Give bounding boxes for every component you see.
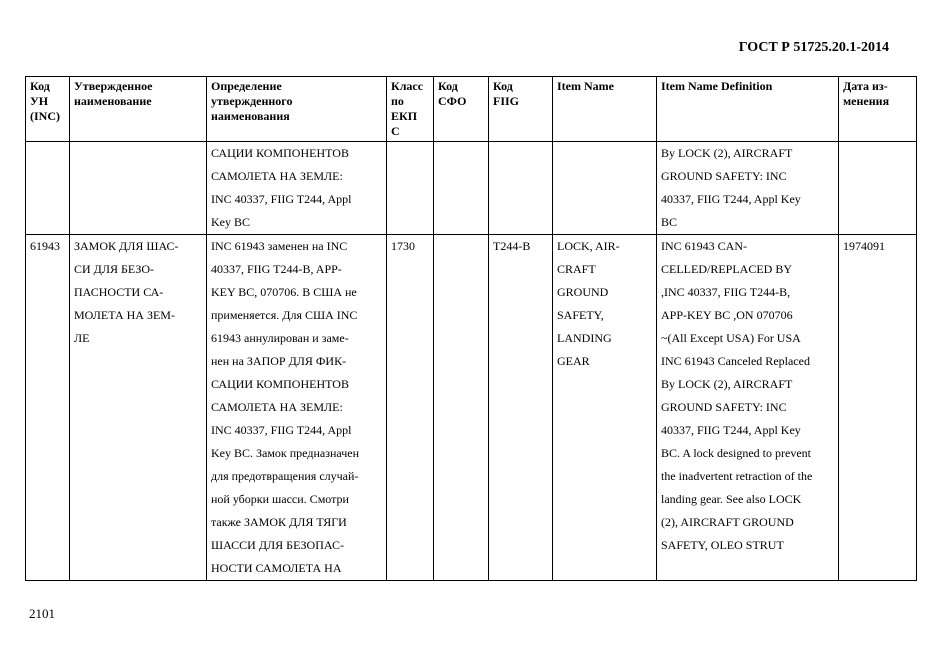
cell-line: 40337, FIIG T244, Appl Key <box>661 192 801 206</box>
cell-line: нен на ЗАПОР ДЛЯ ФИК- <box>211 354 347 368</box>
col-header <box>26 77 70 142</box>
table-row <box>26 235 917 581</box>
cell-line: ,INC 40337, FIIG T244-B, <box>661 285 791 299</box>
cell-line: Item Name <box>557 79 614 93</box>
cell-date <box>839 235 917 581</box>
cell-line: 1730 <box>391 239 415 253</box>
cell-line: наименования <box>211 109 290 123</box>
cell-line: ~(All Except USA) For USA <box>661 331 801 345</box>
cell-definition <box>207 235 387 581</box>
cell-line: ПАСНОСТИ СА- <box>74 285 164 299</box>
document-id: ГОСТ Р 51725.20.1-2014 <box>738 40 889 55</box>
cell-fiig <box>489 235 553 581</box>
cell-line: Код <box>438 79 458 93</box>
cell-line: KEY BC, 070706. В США не <box>211 285 357 299</box>
table-header-row <box>26 77 917 142</box>
cell-item-name <box>553 235 657 581</box>
cell-line: LOCK, AIR- <box>557 239 620 253</box>
cell-line: 1974091 <box>843 239 885 253</box>
cell-class <box>387 142 434 235</box>
cell-line: Item Name Definition <box>661 79 773 93</box>
cell-line: САЦИИ КОМПОНЕНТОВ <box>211 377 349 391</box>
table-row <box>26 142 917 235</box>
cell-line: С <box>391 124 400 138</box>
cell-line: SAFETY, <box>557 308 604 322</box>
cell-line: САМОЛЕТА НА ЗЕМЛЕ: <box>211 400 343 414</box>
cell-name <box>70 235 207 581</box>
cell-line: 61943 <box>30 239 60 253</box>
cell-line: также ЗАМОК ДЛЯ ТЯГИ <box>211 515 347 529</box>
cell-line: Код <box>30 79 50 93</box>
cell-line: менения <box>843 94 890 108</box>
cell-fiig <box>489 142 553 235</box>
cell-line: Key BC <box>211 215 250 229</box>
cell-line: Код <box>493 79 513 93</box>
cell-line: ЕКП <box>391 109 418 123</box>
col-header <box>657 77 839 142</box>
cell-line: для предотвращения случай- <box>211 469 359 483</box>
cell-line: НОСТИ САМОЛЕТА НА <box>211 561 342 575</box>
cell-sfo <box>434 142 489 235</box>
cell-line: по <box>391 94 404 108</box>
cell-name <box>70 142 207 235</box>
cell-inc <box>26 235 70 581</box>
cell-line: GEAR <box>557 354 590 368</box>
cell-line: BC. A lock designed to prevent <box>661 446 811 460</box>
cell-line: САЦИИ КОМПОНЕНТОВ <box>211 146 349 160</box>
col-header <box>434 77 489 142</box>
cell-line: Определение <box>211 79 282 93</box>
cell-line: СИ ДЛЯ БЕЗО- <box>74 262 155 276</box>
col-header <box>387 77 434 142</box>
col-header <box>70 77 207 142</box>
cell-line: T244-B <box>493 239 531 253</box>
cell-line: GROUND SAFETY: INC <box>661 169 787 183</box>
cell-line: LANDING <box>557 331 612 345</box>
page-number: 2101 <box>29 606 55 621</box>
cell-line: GROUND SAFETY: INC <box>661 400 787 414</box>
cell-line: INC 61943 Canceled Replaced <box>661 354 810 368</box>
cell-line: INC 40337, FIIG T244, Appl <box>211 192 352 206</box>
cell-line: ШАССИ ДЛЯ БЕЗОПАС- <box>211 538 344 552</box>
cell-line: Key BC. Замок предназначен <box>211 446 359 460</box>
cell-class <box>387 235 434 581</box>
cell-line: САМОЛЕТА НА ЗЕМЛЕ: <box>211 169 343 183</box>
cell-line: наименование <box>74 94 152 108</box>
cell-line: GROUND <box>557 285 609 299</box>
cell-item-definition <box>657 235 839 581</box>
cell-line: By LOCK (2), AIRCRAFT <box>661 377 793 391</box>
cell-line: (INC) <box>30 109 60 123</box>
cell-line: (2), AIRCRAFT GROUND <box>661 515 794 529</box>
cell-line: 40337, FIIG T244, Appl Key <box>661 423 801 437</box>
cell-item-definition <box>657 142 839 235</box>
cell-line: применяется. Для США INC <box>211 308 358 322</box>
cell-line: ной уборки шасси. Смотри <box>211 492 349 506</box>
cell-item-name <box>553 142 657 235</box>
cell-line: CRAFT <box>557 262 596 276</box>
cell-date <box>839 142 917 235</box>
cell-line: ЗАМОК ДЛЯ ШАС- <box>74 239 179 253</box>
col-header <box>839 77 917 142</box>
cell-line: 40337, FIIG T244-B, APP- <box>211 262 342 276</box>
cell-inc <box>26 142 70 235</box>
cell-line: INC 40337, FIIG T244, Appl <box>211 423 352 437</box>
cell-line: INC 61943 CAN- <box>661 239 747 253</box>
cell-line: CELLED/REPLACED BY <box>661 262 792 276</box>
cell-line: INC 61943 заменен на INC <box>211 239 348 253</box>
cell-line: ЛЕ <box>74 331 90 345</box>
cell-line: landing gear. See also LOCK <box>661 492 802 506</box>
col-header <box>489 77 553 142</box>
cell-line: BC <box>661 215 678 229</box>
cell-line: утвержденного <box>211 94 293 108</box>
cell-line: By LOCK (2), AIRCRAFT <box>661 146 793 160</box>
col-header <box>207 77 387 142</box>
cell-line: the inadvertent retraction of the <box>661 469 813 483</box>
cell-line: СФО <box>438 94 467 108</box>
cell-line: Класс <box>391 79 424 93</box>
cell-definition <box>207 142 387 235</box>
cell-line: Дата из- <box>843 79 888 93</box>
catalog-table <box>25 76 917 581</box>
cell-line: FIIG <box>493 94 520 108</box>
cell-line: 61943 аннулирован и заме- <box>211 331 349 345</box>
cell-line: APP-KEY BC ,ON 070706 <box>661 308 793 322</box>
cell-line: SAFETY, OLEO STRUT <box>661 538 784 552</box>
col-header <box>553 77 657 142</box>
cell-line: МОЛЕТА НА ЗЕМ- <box>74 308 175 322</box>
cell-line: Утвержденное <box>74 79 153 93</box>
cell-sfo <box>434 235 489 581</box>
cell-line: УН <box>30 94 49 108</box>
